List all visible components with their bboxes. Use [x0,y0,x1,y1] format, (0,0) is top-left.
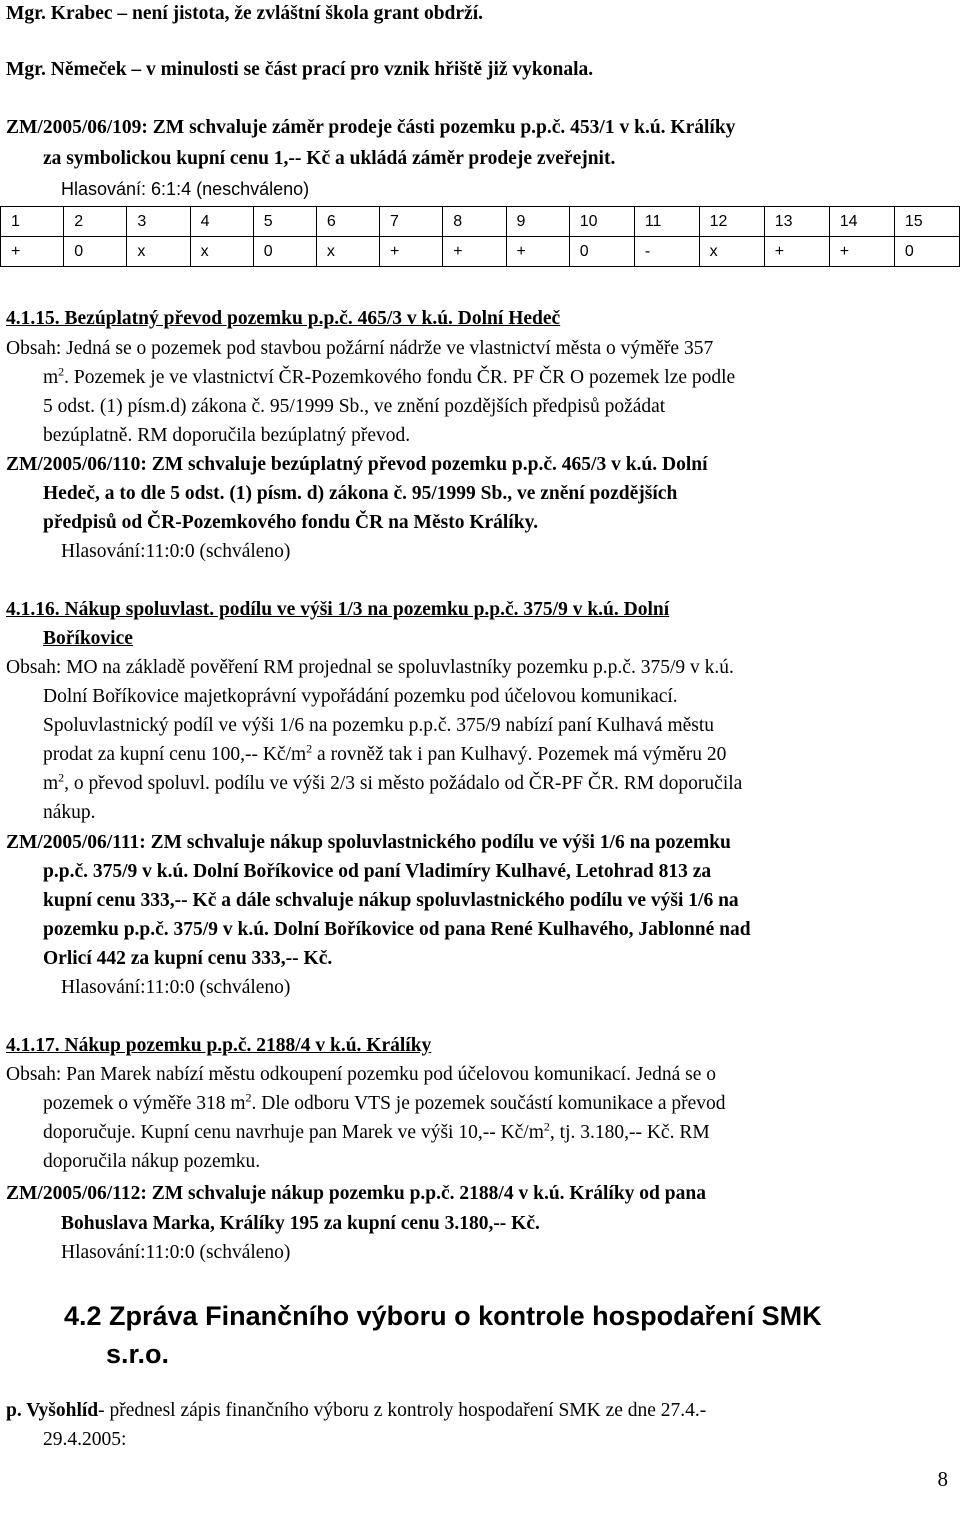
resolution-112-line2: Bohuslava Marka, Králíky 195 za kupní cenu 3.180,-- Kč. [61,1213,540,1234]
vote-table-cell: + [380,237,443,267]
vote-table-cell: 0 [64,237,127,267]
vote-result-111: Hlasování:11:0:0 (schváleno) [61,977,291,998]
speaker-krabec: Mgr. Krabec – není jistota, že zvláštní škola grant obdrží. [6,3,483,24]
vote-table-cell: 0 [569,237,634,267]
s416-content-line6: nákup. [43,802,96,823]
vote-table-cell: 11 [634,207,699,237]
section-4-1-16-title-line2: Boříkovice [43,628,133,649]
resolution-111-line2: p.p.č. 375/9 v k.ú. Dolní Boříkovice od paní Vladimíry Kulhavé, Letohrad 813 za [43,861,712,882]
vote-table-cell: 8 [443,207,506,237]
vote-table-votes-row [1,237,960,267]
vote-table-header-row [1,207,960,237]
s42-paragraph-line1: p. Vyšohlíd- přednesl zápis finančního výboru z kontroly hospodaření SMK ze dne 27.4.- [6,1400,707,1421]
section-4-1-17-title: 4.1.17. Nákup pozemku p.p.č. 2188/4 v k.ú. Králíky [6,1035,432,1056]
vote-table-cell: 4 [190,207,253,237]
vote-table-cell: + [443,237,506,267]
s415-content-line1: Obsah: Jedná se o pozemek pod stavbou požární nádrže ve vlastnictví města o výměře 357 [6,338,714,359]
vote-table-cell: x [699,237,764,267]
vote-table-cell: 12 [699,207,764,237]
resolution-111-line5: Orlicí 442 za kupní cenu 333,-- Kč. [43,948,333,969]
vote-table-cell: 0 [253,237,316,267]
vote-table-cell: + [1,237,64,267]
vote-table-cell: x [127,237,190,267]
vote-table-cell: 13 [764,207,829,237]
vote-table-cell: x [316,237,379,267]
vote-result-109: Hlasování: 6:1:4 (neschváleno) [61,179,310,199]
vote-table [0,206,960,267]
page-number: 8 [937,1467,948,1491]
section-4-2-heading-line1: 4.2 Zpráva Finančního výboru o kontrole hospodaření SMK [64,1301,822,1331]
s417-content-line2: pozemek o výměře 318 $m^2$. Dle odboru VTS je pozemek součástí komunikace a převod [43,1090,726,1114]
vote-table-cell: 5 [253,207,316,237]
resolution-110-line1: ZM/2005/06/110: ZM schvaluje bezúplatný převod pozemku p.p.č. 465/3 v k.ú. Dolní [6,454,708,475]
s415-content-line3: 5 odst. (1) písm.d) zákona č. 95/1999 Sb., ve znění pozdějších předpisů požádat [43,396,666,417]
s416-content-line4: prodat za kupní cenu 100,-- $Kč/m^2$ a rovněž tak i pan Kulhavý. Pozemek má výměru 20 [43,741,727,765]
vote-table-cell: - [634,237,699,267]
s416-content-line2: Dolní Boříkovice majetkoprávní vypořádání pozemku pod účelovou komunikací. [43,686,678,707]
section-4-2-heading-line2: s.r.o. [106,1339,170,1369]
s416-content-line5: $m^2$, o převod spoluvl. podílu ve výši 2/3 si město požádalo od ČR-PF ČR. RM doporučila [43,770,743,794]
resolution-112-line1: ZM/2005/06/112: ZM schvaluje nákup pozemku p.p.č. 2188/4 v k.ú. Králíky od pana [6,1183,706,1204]
s42-paragraph-line2: 29.4.2005: [43,1429,127,1450]
vote-table-cell: + [829,237,894,267]
vote-table-cell: 2 [64,207,127,237]
vote-result-110: Hlasování:11:0:0 (schváleno) [61,541,291,562]
vote-table-cell: x [190,237,253,267]
s417-content-line3: doporučuje. Kupní cenu navrhuje pan Marek ve výši 10,-- $Kč/m^2$, tj. 3.180,-- Kč. RM [43,1119,710,1143]
vote-table-cell: 15 [894,207,959,237]
vote-table-cell: 0 [894,237,959,267]
vote-table-cell: 14 [829,207,894,237]
resolution-111-line1: ZM/2005/06/111: ZM schvaluje nákup spoluvlastnického podílu ve výši 1/6 na pozemku [6,832,731,853]
vote-table-cell: 3 [127,207,190,237]
vote-table-cell: 7 [380,207,443,237]
vote-table-cell: 9 [506,207,569,237]
resolution-109-line1: ZM/2005/06/109: ZM schvaluje záměr prodeje části pozemku p.p.č. 453/1 v k.ú. Králíky [6,117,736,138]
vote-table-cell: + [506,237,569,267]
vote-table-cell: 10 [569,207,634,237]
resolution-109-line2: za symbolickou kupní cenu 1,-- Kč a ukládá záměr prodeje zveřejnit. [43,148,616,169]
s416-content-line3: Spoluvlastnický podíl ve výši 1/6 na pozemku p.p.č. 375/9 nabízí paní Kulhavá městu [43,715,715,736]
vote-table-cell: + [764,237,829,267]
s417-content-line1: Obsah: Pan Marek nabízí městu odkoupení pozemku pod účelovou komunikací. Jedná se o [6,1064,716,1085]
vote-table-cell: 6 [316,207,379,237]
resolution-111-line4: pozemku p.p.č. 375/9 v k.ú. Dolní Boříkovice od pana René Kulhavého, Jablonné nad [43,919,751,940]
section-4-1-15-title: 4.1.15. Bezúplatný převod pozemku p.p.č. 465/3 v k.ú. Dolní Hedeč [6,308,561,329]
vote-result-112: Hlasování:11:0:0 (schváleno) [61,1242,291,1263]
section-4-1-16-title-line1: 4.1.16. Nákup spoluvlast. podílu ve výši 1/3 na pozemku p.p.č. 375/9 v k.ú. Dolní [6,599,670,620]
resolution-110-line2: Hedeč, a to dle 5 odst. (1) písm. d) zákona č. 95/1999 Sb., ve znění pozdějších [43,483,678,504]
vote-table-cell: 1 [1,207,64,237]
s416-content-line1: Obsah: MO na základě pověření RM projednal se spoluvlastníky pozemku p.p.č. 375/9 v k.ú. [6,657,734,678]
s415-content-line2: $m^2$. Pozemek je ve vlastnictví ČR-Pozemkového fondu ČR. PF ČR O pozemek lze podle [43,364,736,388]
s417-content-line4: doporučila nákup pozemku. [43,1151,261,1172]
resolution-110-line3: předpisů od ČR-Pozemkového fondu ČR na Město Králíky. [43,512,539,533]
speaker-nemecek: Mgr. Němeček – v minulosti se část prací pro vznik hřiště již vykonala. [6,59,594,80]
resolution-111-line3: kupní cenu 333,-- Kč a dále schvaluje nákup spoluvlastnického podílu ve výši 1/6 na [43,890,739,911]
s415-content-line4: bezúplatně. RM doporučila bezúplatný převod. [43,425,411,446]
